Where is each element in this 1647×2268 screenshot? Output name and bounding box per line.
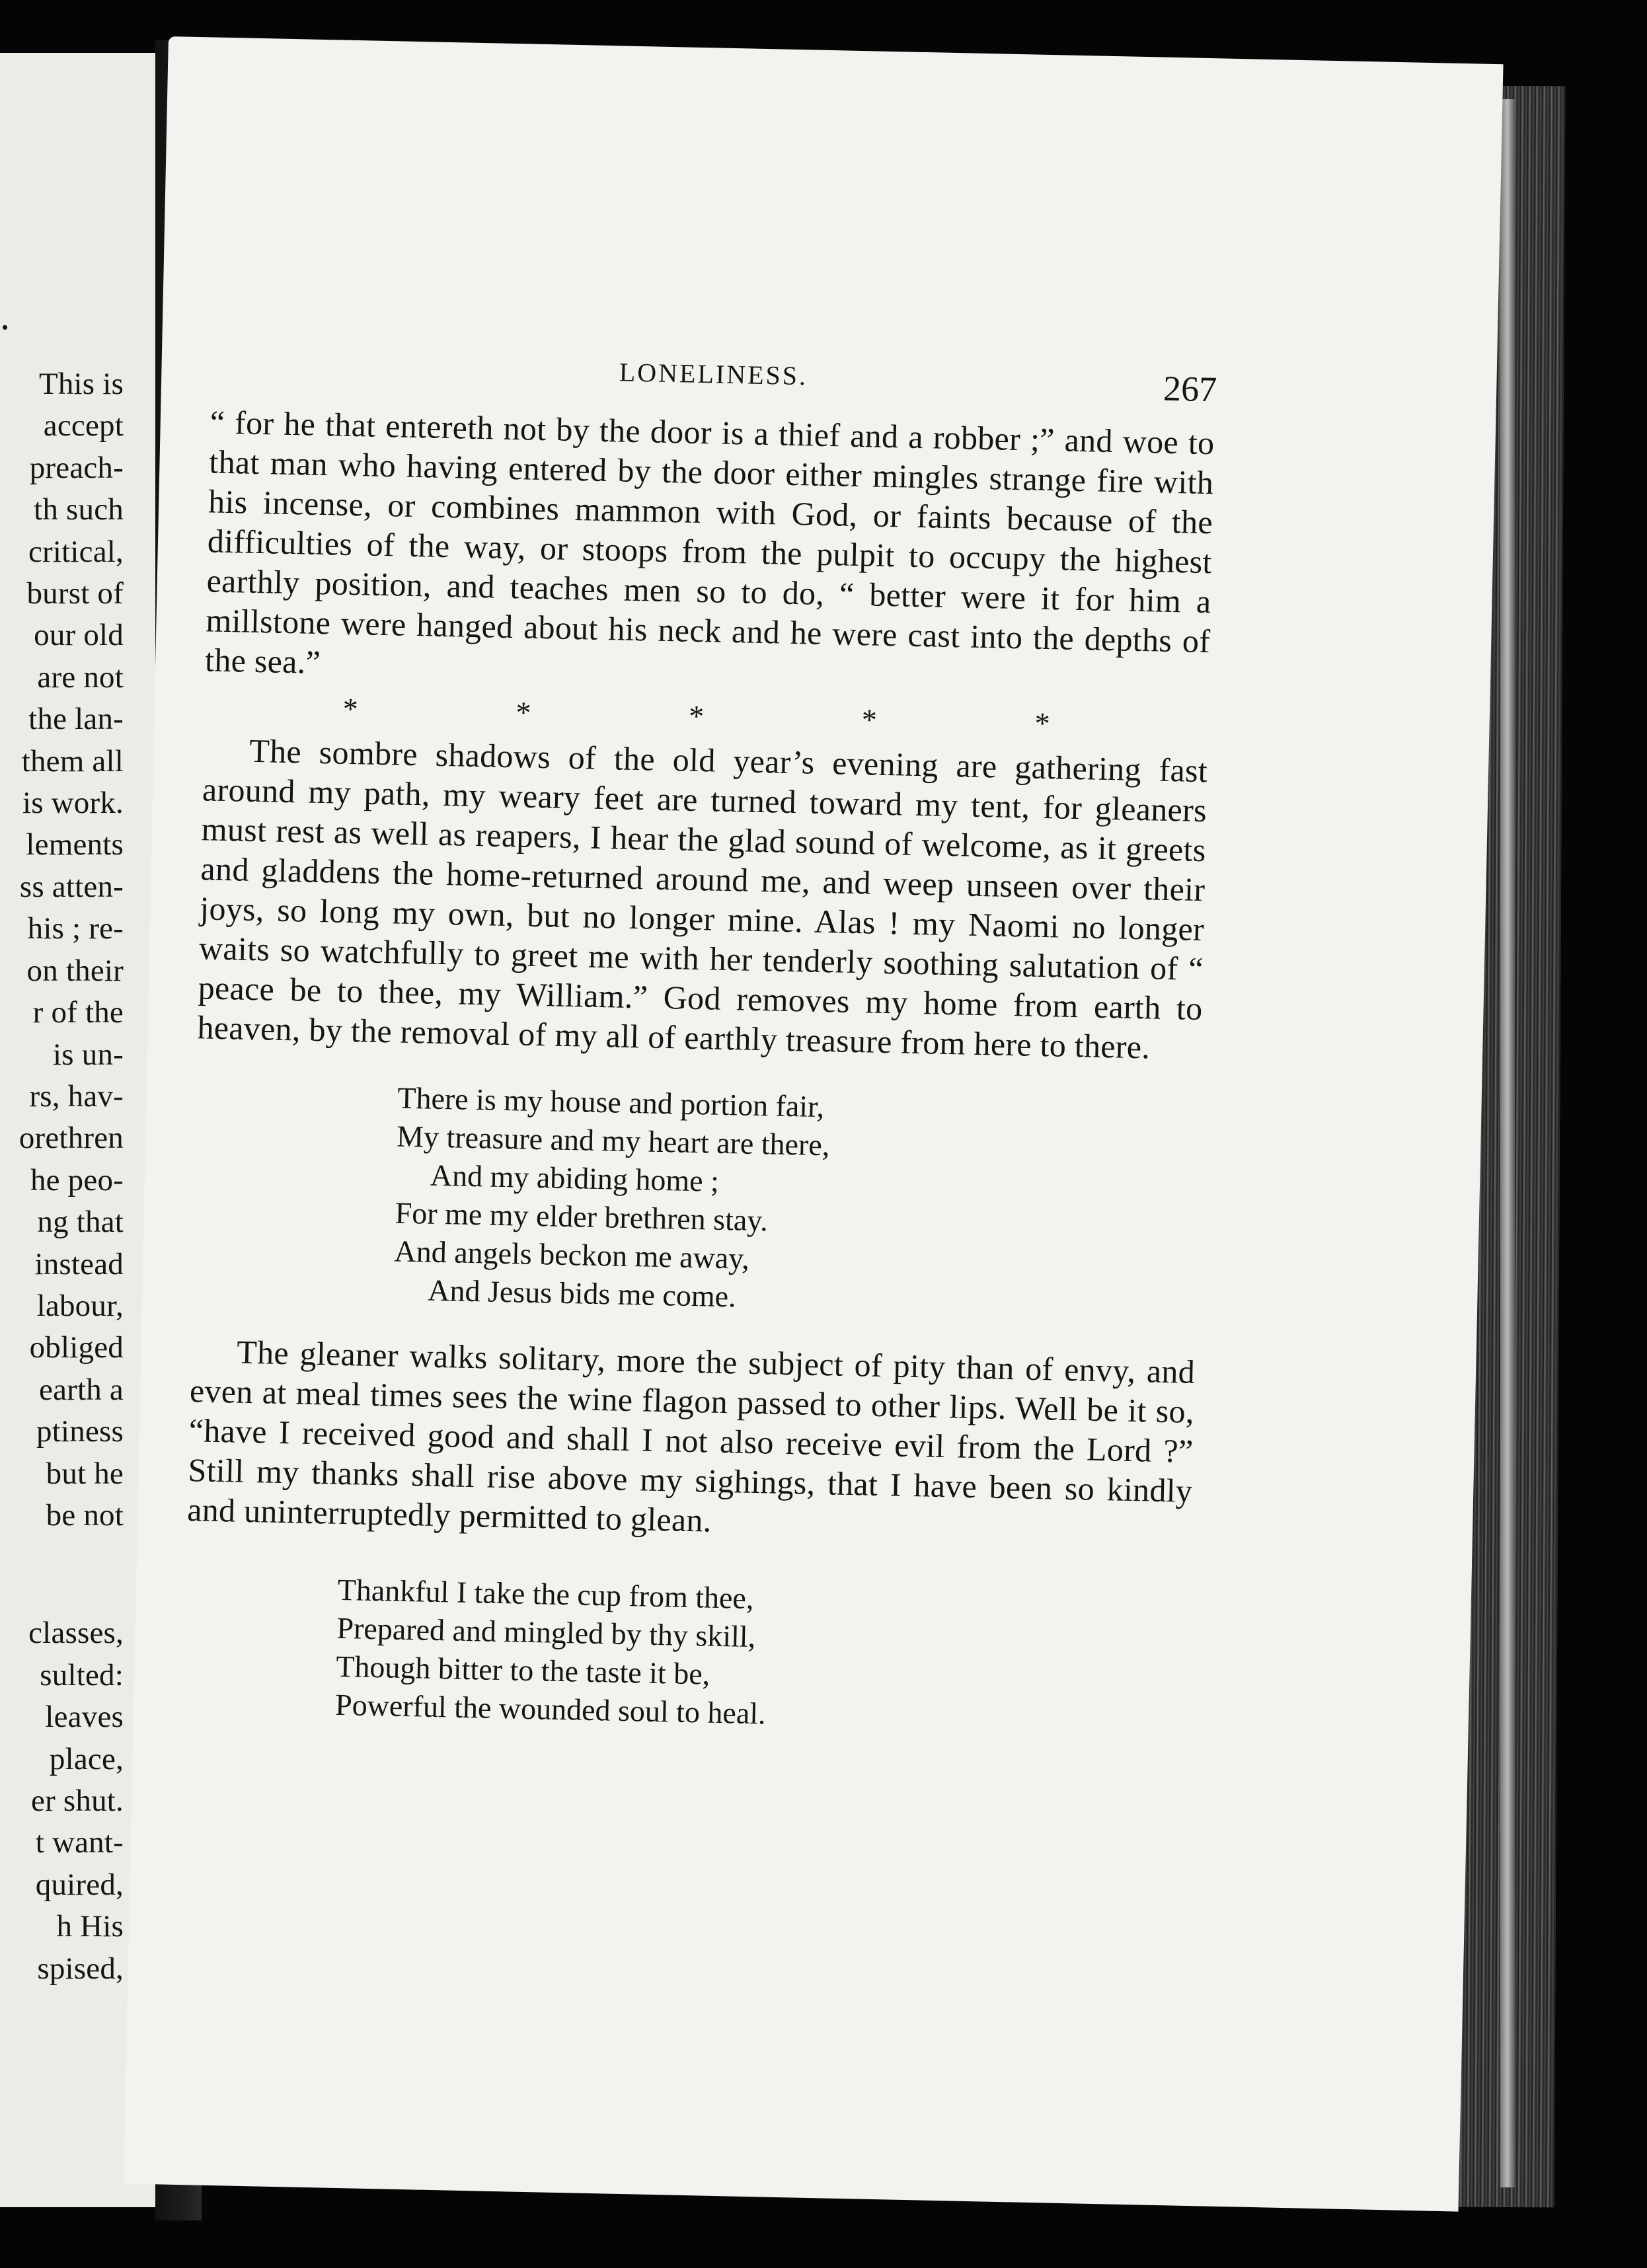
left-page-line: but he xyxy=(46,1456,124,1491)
left-page-line: he peo- xyxy=(30,1162,124,1197)
paragraph-3: The gleaner walks solitary, more the subject of pity than of envy, and even at meal times sees the wine flagon passed to other lips. Well be it so, “have I received good and shall I not also receive evil from the Lord ?” Still my thanks shall rise above my sighings, that I have been so kindly and uninterruptedly permitted to glean. xyxy=(186,1333,1196,1539)
left-page-line: ng that xyxy=(37,1205,124,1240)
left-page-line: earth a xyxy=(39,1372,124,1407)
running-head: LONELINESS. xyxy=(619,357,808,391)
left-page-gap xyxy=(19,1536,124,1612)
left-page-line: place, xyxy=(49,1741,124,1776)
left-page-line: the lan- xyxy=(28,702,124,737)
left-page-line: spised, xyxy=(37,1951,124,1986)
left-page-line: instead xyxy=(34,1246,124,1281)
left-page-line: is un- xyxy=(53,1037,124,1072)
left-page-line: them all xyxy=(21,743,124,778)
left-page-line: lements xyxy=(26,827,124,862)
poem-line: And my abiding home ; xyxy=(430,1158,720,1198)
main-page xyxy=(124,36,1504,2212)
poem-line: Thankful I take the cup from thee, xyxy=(337,1572,754,1616)
left-page-line: sulted: xyxy=(40,1657,124,1692)
left-page-text xyxy=(19,363,124,1990)
left-page-line: This is xyxy=(38,367,124,401)
page-edge-highlight xyxy=(1500,99,1515,2187)
left-page-line: labour, xyxy=(36,1288,124,1323)
left-page-line: er shut. xyxy=(31,1784,124,1818)
left-page-line: his ; re- xyxy=(27,911,124,946)
poem-line: And angels beckon me away, xyxy=(394,1234,750,1275)
poem-line: Powerful the wounded soul to heal. xyxy=(334,1687,767,1731)
left-page-line: on their xyxy=(26,953,124,988)
page-header xyxy=(211,308,1217,410)
left-page-line: classes, xyxy=(28,1616,124,1651)
left-page-line: t want- xyxy=(35,1825,124,1860)
left-page-line: preach- xyxy=(29,450,124,485)
paragraph-2: The sombre shadows of the old year’s evening are gathering fast around my path, my weary feet are turned toward my tent, for gleaners must rest as well as reapers, I hear the glad sound of welcome, as it greets and gladdens the home-returned around me, and weep unseen over their joys, so long my own, but no longer mine. Alas ! my Naomi no longer waits so watchfully to greet me with her tenderly soothing salutation of “ peace be to thee, my William.” God removes my home from earth to heaven, by the removal of my all of earthly treasure from here to there. xyxy=(197,732,1208,1066)
poem-line: There is my house and portion fair, xyxy=(397,1080,825,1124)
left-page-line: our old xyxy=(34,618,124,653)
left-page-line: obliged xyxy=(29,1330,124,1365)
asterisk: * xyxy=(861,702,878,737)
poem-line: And Jesus bids me come. xyxy=(427,1273,737,1314)
asterisk: * xyxy=(688,699,705,734)
left-page-line: critical, xyxy=(28,534,124,569)
left-page-line: rs, hav- xyxy=(29,1078,124,1114)
left-page-line: accept xyxy=(43,408,124,443)
poem-line: Though bitter to the taste it be, xyxy=(335,1649,710,1691)
left-page-line: quired, xyxy=(35,1867,124,1902)
left-page-line: orethren xyxy=(19,1121,124,1156)
asterisk: * xyxy=(342,691,359,726)
left-page-mark: . xyxy=(0,294,10,338)
left-page-line: th such xyxy=(34,492,124,527)
left-page-line: are not xyxy=(37,660,124,695)
poem-line: For me my elder brethren stay. xyxy=(395,1195,769,1238)
page-content xyxy=(183,308,1217,1741)
left-page-line: burst of xyxy=(26,576,124,611)
left-page-line: ss atten- xyxy=(19,869,124,904)
poem-2 xyxy=(335,1571,1191,1742)
left-page-line: be not xyxy=(46,1497,124,1532)
poem-1 xyxy=(393,1079,1201,1326)
asterisk: * xyxy=(515,695,531,730)
left-page-line: r of the xyxy=(32,995,124,1030)
asterisk: * xyxy=(1034,706,1051,741)
paragraph-1: “ for he that entereth not by the door is a thief and a robber ;” and woe to that man who having entered by the door either mingles strange fire with his incense, or combines mammon with God, or faints because of the difficulties of the way, or stoops from the pulpit to occupy the highest earthly position, and teaches men so to do, “ better were it for him a millstone were hanged about his neck and he were cast into the depths of the sea.” xyxy=(204,403,1215,681)
page-number: 267 xyxy=(1163,368,1217,410)
left-page-line: ptiness xyxy=(36,1414,124,1449)
left-page-line: leaves xyxy=(45,1700,124,1735)
left-page-line: is work. xyxy=(22,786,124,821)
poem-line: Prepared and mingled by thy skill, xyxy=(336,1610,756,1654)
poem-line: My treasure and my heart are there, xyxy=(396,1119,830,1162)
left-page-line: h His xyxy=(56,1909,124,1944)
